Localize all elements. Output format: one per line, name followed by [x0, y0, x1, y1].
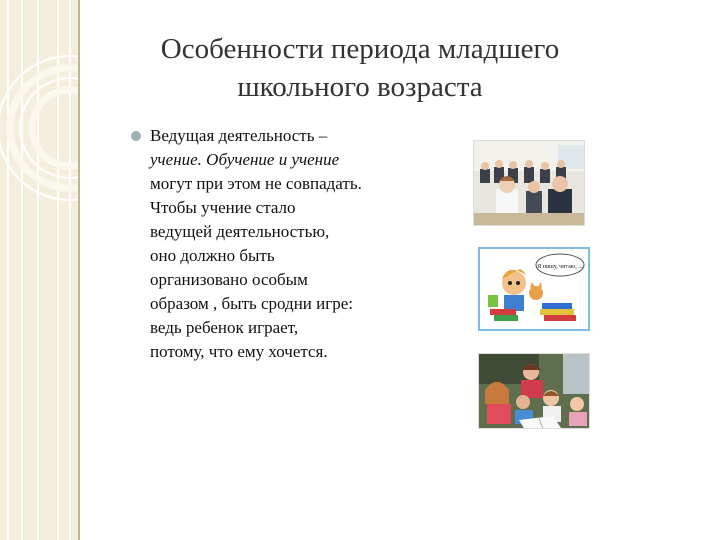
speech-bubble-text: Я пишу, читаю, ... [537, 264, 583, 270]
decorative-side-panel [0, 0, 78, 540]
bullet-line: оно должно быть [150, 246, 275, 265]
bullet-line: Чтобы учение стало [150, 198, 296, 217]
bullet-line: ведь ребенок играет, [150, 318, 299, 337]
classroom-photo [473, 140, 585, 226]
title-line-1: Особенности периода младшего [160, 33, 560, 65]
bullet-dot-icon [131, 131, 141, 141]
panel-divider [78, 0, 80, 540]
bullet-line: организовано особым [150, 270, 308, 289]
bullet-line: образом , быть сродни игре: [150, 294, 353, 313]
bullet-line: Ведущая деятельность – [150, 126, 328, 145]
bullet-line: ведущей деятельностью, [150, 222, 330, 241]
title-line-2: школьного возраста [237, 71, 483, 103]
bullet-line: учение. Обучение и учение [150, 150, 340, 169]
bullet-line: потому, что ему хочется. [150, 342, 328, 361]
children-reading-photo [478, 353, 590, 429]
slide-title [120, 30, 600, 106]
bullet-line: могут при этом не совпадать. [150, 174, 362, 193]
cartoon-illustration [478, 247, 590, 331]
bullet-paragraph [150, 124, 450, 364]
decorative-stripes [0, 0, 78, 540]
